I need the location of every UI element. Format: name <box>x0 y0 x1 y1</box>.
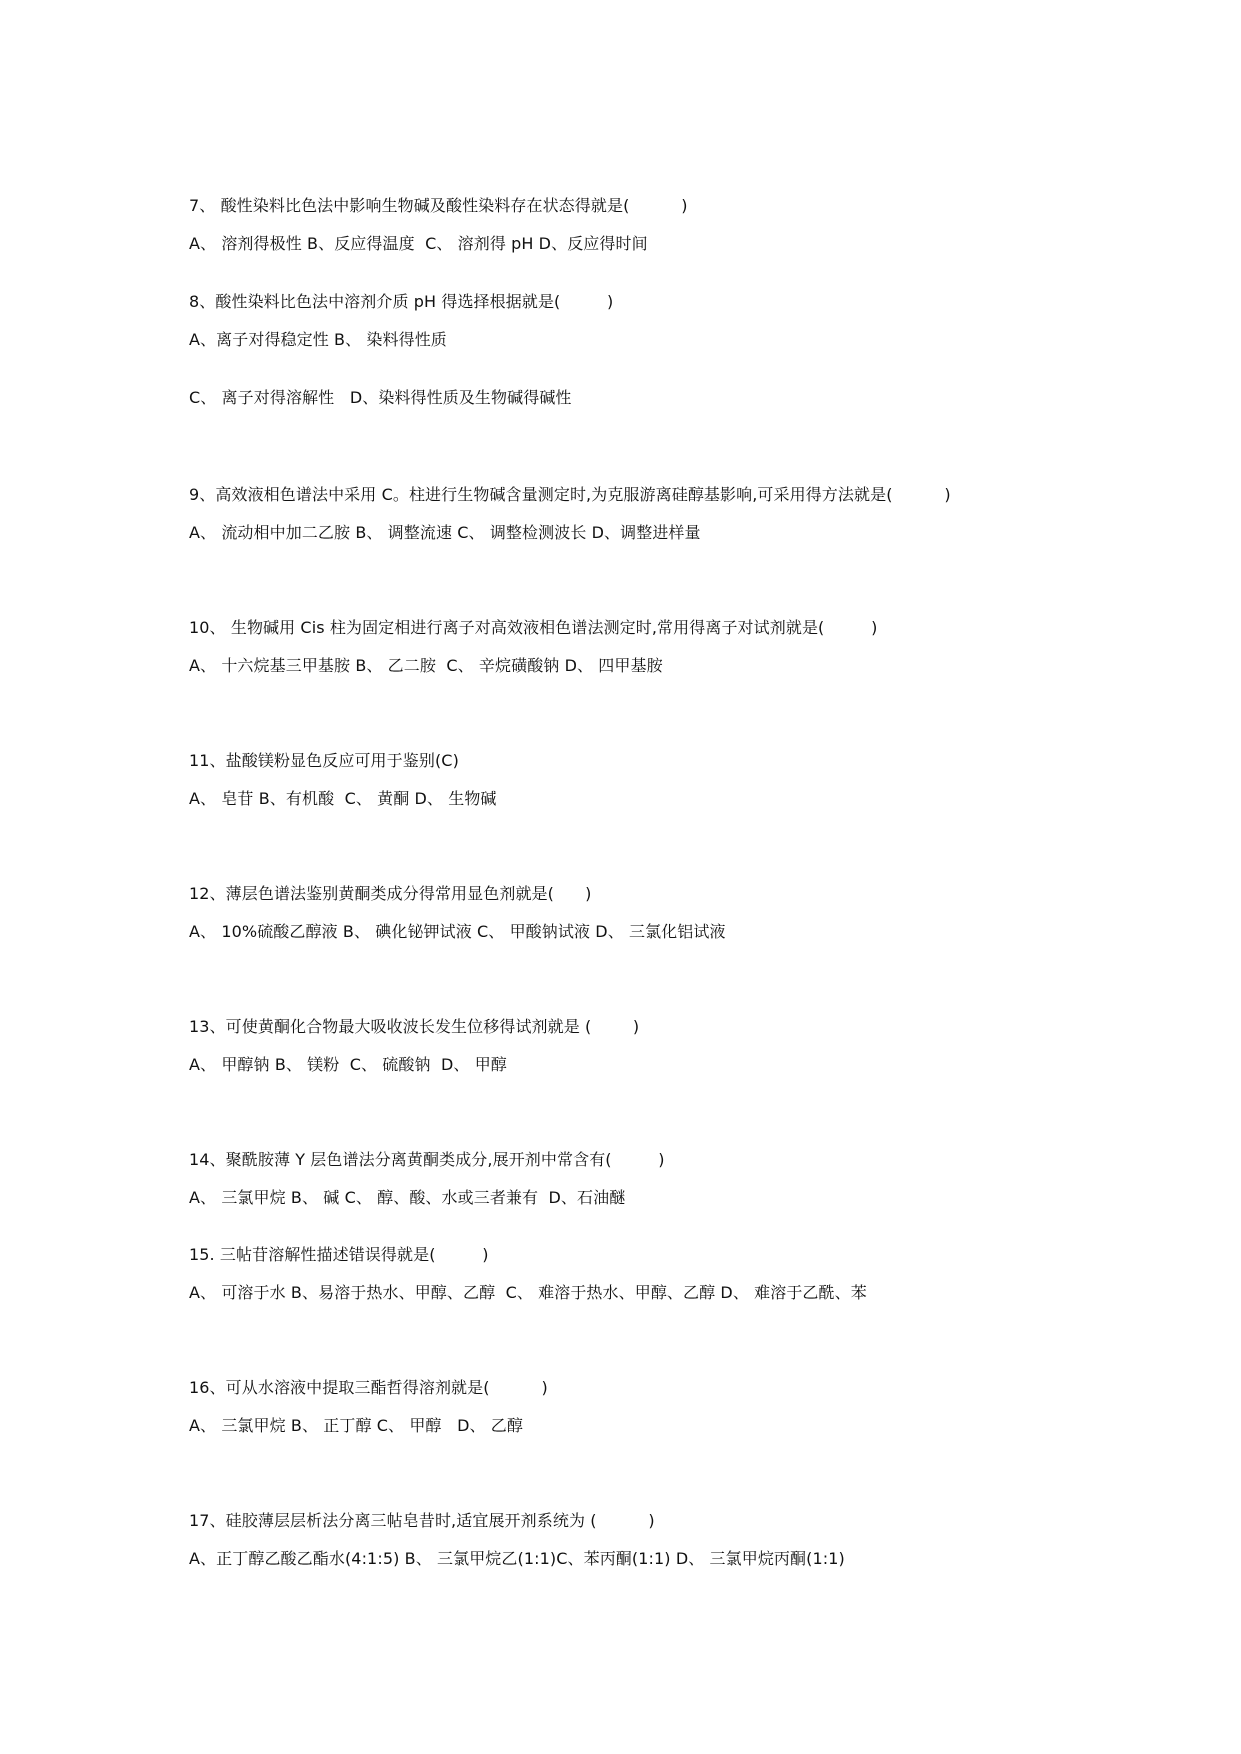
question-8-options-ab: A、离子对得稳定性 B、 染料得性质 <box>189 330 447 349</box>
question-14-options: A、 三氯甲烷 B、 碱 C、 醇、酸、水或三者兼有 D、石油醚 <box>189 1188 626 1207</box>
question-7-stem: 7、 酸性染料比色法中影响生物碱及酸性染料存在状态得就是( ) <box>189 196 688 215</box>
question-15-stem: 15. 三帖苷溶解性描述错误得就是( ) <box>189 1245 489 1264</box>
question-13-options: A、 甲醇钠 B、 镁粉 C、 硫酸钠 D、 甲醇 <box>189 1055 507 1074</box>
question-8-options-cd: C、 离子对得溶解性 D、染料得性质及生物碱得碱性 <box>189 388 572 407</box>
question-12-options: A、 10%硫酸乙醇液 B、 碘化铋钾试液 C、 甲酸钠试液 D、 三氯化铝试液 <box>189 922 726 941</box>
question-14-stem: 14、聚酰胺薄 Y 层色谱法分离黄酮类成分,展开剂中常含有( ) <box>189 1150 665 1169</box>
question-11-options: A、 皂苷 B、有机酸 C、 黄酮 D、 生物碱 <box>189 789 497 808</box>
question-15-options: A、 可溶于水 B、易溶于热水、甲醇、乙醇 C、 难溶于热水、甲醇、乙醇 D、 难溶于乙酰、苯 <box>189 1283 867 1302</box>
question-16-options: A、 三氯甲烷 B、 正丁醇 C、 甲醇 D、 乙醇 <box>189 1416 523 1435</box>
question-11-stem: 11、盐酸镁粉显色反应可用于鉴别(C) <box>189 751 459 770</box>
question-10-options: A、 十六烷基三甲基胺 B、 乙二胺 C、 辛烷磺酸钠 D、 四甲基胺 <box>189 656 663 675</box>
question-9-options: A、 流动相中加二乙胺 B、 调整流速 C、 调整检测波长 D、调整进样量 <box>189 523 701 542</box>
question-13-stem: 13、可使黄酮化合物最大吸收波长发生位移得试剂就是 ( ) <box>189 1017 640 1036</box>
question-7-options: A、 溶剂得极性 B、反应得温度 C、 溶剂得 pH D、反应得时间 <box>189 234 648 253</box>
question-12-stem: 12、薄层色谱法鉴别黄酮类成分得常用显色剂就是( ) <box>189 884 592 903</box>
question-17-options: A、正丁醇乙酸乙酯水(4:1:5) B、 三氯甲烷乙(1:1)C、苯丙酮(1:1) D、 三氯甲烷丙酮(1:1) <box>189 1549 845 1568</box>
question-10-stem: 10、 生物碱用 Cis 柱为固定相进行离子对高效液相色谱法测定时,常用得离子对试剂就是( ) <box>189 618 878 637</box>
question-16-stem: 16、可从水溶液中提取三酯哲得溶剂就是( ) <box>189 1378 548 1397</box>
question-8-stem: 8、酸性染料比色法中溶剂介质 pH 得选择根据就是( ) <box>189 292 614 311</box>
question-9-stem: 9、高效液相色谱法中采用 C。柱进行生物碱含量测定时,为克服游离硅醇基影响,可采用得方法就是( ) <box>189 485 951 504</box>
question-17-stem: 17、硅胶薄层层析法分离三帖皂昔时,适宜展开剂系统为 ( ) <box>189 1511 655 1530</box>
